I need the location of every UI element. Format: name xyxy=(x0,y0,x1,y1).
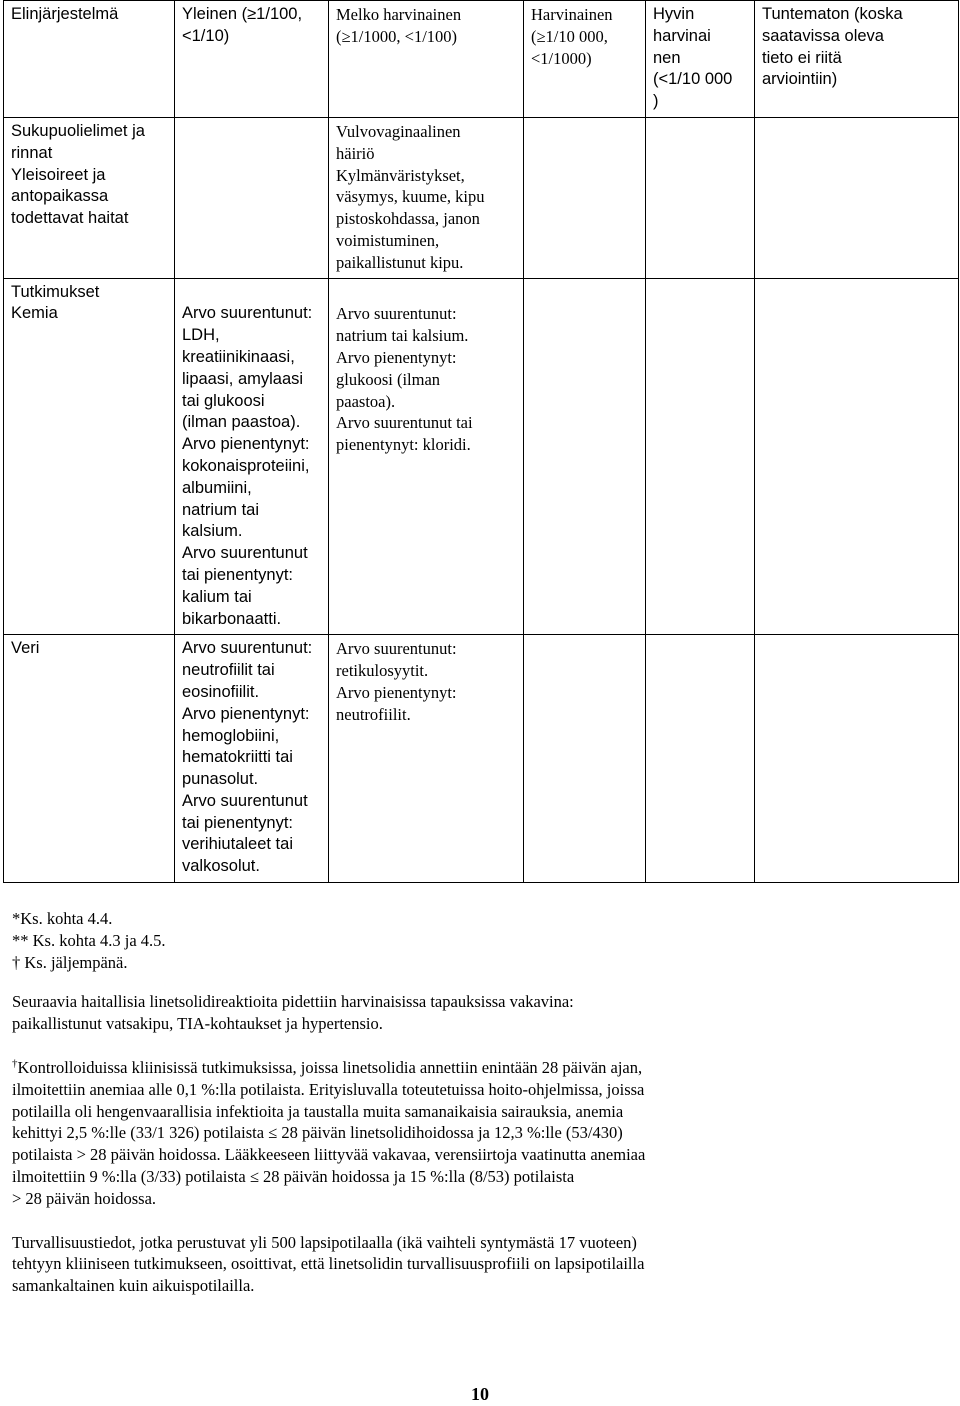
row-uncommon-cell: Arvo suurentunut: natrium tai kalsium. Arvo pienentynyt: glukoosi (ilman paastoa). Arvo suurentunut tai pienentynyt: kloridi. xyxy=(329,278,524,635)
table-row xyxy=(4,278,959,635)
header-uncommon: Melko harvinainen (≥1/1000, <1/100) xyxy=(329,1,524,118)
table-header-row xyxy=(4,1,959,118)
paragraph-anemia xyxy=(12,1057,942,1210)
row-system-label: Veri xyxy=(4,635,175,883)
dagger-marker: † xyxy=(12,1057,18,1070)
footnote-see-4-3-4-5: ** Ks. kohta 4.3 ja 4.5. xyxy=(12,930,166,950)
header-common: Yleinen (≥1/100, <1/10) xyxy=(175,1,329,118)
row-very-rare-cell xyxy=(646,278,755,635)
footnote-dagger-see-below: † Ks. jäljempänä. xyxy=(12,952,128,972)
row-system-label: Tutkimukset Kemia xyxy=(4,278,175,635)
row-common-cell: Arvo suurentunut: neutrofiilit tai eosinofiilit. Arvo pienentynyt: hemoglobiini, hematokriitti tai punasolut. Arvo suurentunut tai pienentynyt: verihiutaleet tai valkosolut. xyxy=(175,635,329,883)
row-common-cell: Arvo suurentunut: LDH, kreatiinikinaasi, lipaasi, amylaasi tai glukoosi (ilman paastoa). Arvo pienentynyt: kokonaisproteiini, albumiini, natrium tai kalsium. Arvo suurentunut tai pienentynyt: kalium tai bikarbonaatti. xyxy=(175,278,329,635)
row-very-rare-cell xyxy=(646,117,755,278)
row-unknown-cell xyxy=(755,635,959,883)
footnote-see-4-4: *Ks. kohta 4.4. xyxy=(12,909,113,928)
row-rare-cell xyxy=(524,117,646,278)
paragraph-anemia-text: Kontrolloiduissa kliinisissä tutkimuksissa, joissa linetsolidia annettiin enintään 28 päivän ajan, ilmoitettiin anemiaa alle 0,1 %:lla potilaista. Erityisluvalla toteutetuissa hoito-ohjelmissa, joissa potilailla oli hengenvaarallisia infektioita ja taustalla muita samanaikaisia sairauksia, anemia kehittyi 2,5 %:lle (33/1 326) potilaista ≤ 28 päivän linetsolidihoidossa ja 12,3 %:lle (53/430) potilaista > 28 päivän hoidossa. Lääkkeeseen liittyvää vakavaa, verensiirtoja vaatinutta anemiaa ilmoitettiin 9 %:lla (3/33) potilaista ≤ 28 päivän hoidossa ja 15 %:lla (8/53) potilaista > 28 päivän hoidossa. xyxy=(12,1057,646,1208)
row-unknown-cell xyxy=(755,278,959,635)
row-rare-cell xyxy=(524,278,646,635)
row-unknown-cell xyxy=(755,117,959,278)
header-frequency-unknown: Tuntematon (koska saatavissa oleva tieto ei riitä arviointiin) xyxy=(755,1,959,118)
page-number: 10 xyxy=(471,1384,489,1404)
adverse-reactions-table xyxy=(3,0,959,883)
paragraph-serious-reactions: Seuraavia haitallisia linetsolidireaktioita pidettiin harvinaisissa tapauksissa vakavina: paikallistunut vatsakipu, TIA-kohtaukset ja hypertensio. xyxy=(12,992,574,1034)
row-system-label: Sukupuolielimet ja rinnat Yleisoireet ja antopaikassa todettavat haitat xyxy=(4,117,175,278)
table-row xyxy=(4,635,959,883)
header-very-rare: Hyvin harvinai nen (<1/10 000 ) xyxy=(646,1,755,118)
table-row xyxy=(4,117,959,278)
row-common-cell xyxy=(175,117,329,278)
row-rare-cell xyxy=(524,635,646,883)
row-uncommon-cell: Vulvovaginaalinen häiriö Kylmänväristykset, väsymys, kuume, kipu pistoskohdassa, janon voimistuminen, paikallistunut kipu. xyxy=(329,117,524,278)
row-uncommon-cell: Arvo suurentunut: retikulosyytit. Arvo pienentynyt: neutrofiilit. xyxy=(329,635,524,883)
header-system-organ-class: Elinjärjestelmä xyxy=(4,1,175,118)
header-rare: Harvinainen (≥1/10 000, <1/1000) xyxy=(524,1,646,118)
row-very-rare-cell xyxy=(646,635,755,883)
notes-section xyxy=(12,908,942,1297)
paragraph-pediatric-safety: Turvallisuustiedot, jotka perustuvat yli 500 lapsipotilaalla (ikä vaihteli syntymästä 17 vuoteen) tehtyyn kliiniseen tutkimukseen, osoittivat, että linetsolidin turvallisuusprofiili on lapsipotilailla samankaltainen kuin aikuispotilailla. xyxy=(12,1232,645,1296)
